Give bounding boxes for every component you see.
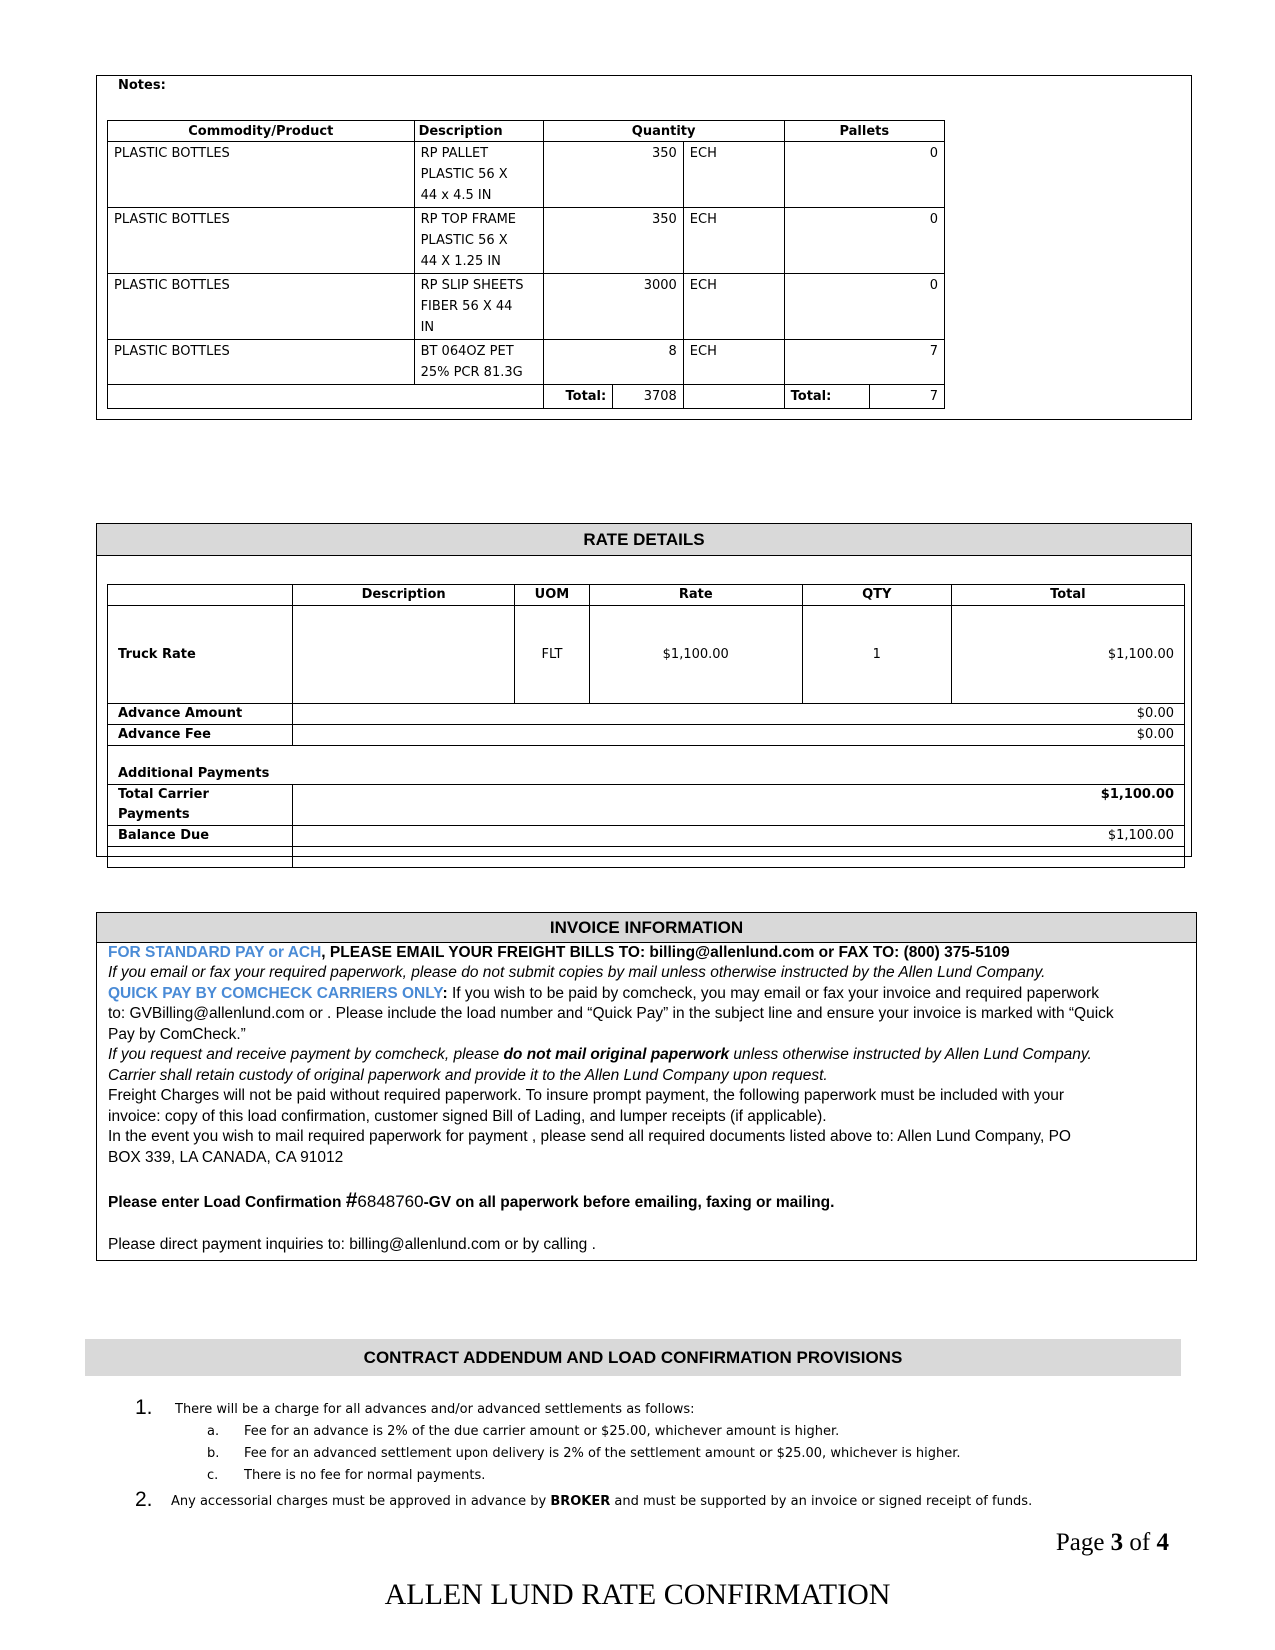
advance-amount-label: Advance Amount [108,704,293,725]
truck-rate-rate: $1,100.00 [589,606,802,704]
provision-number: 2. [135,1488,153,1511]
invoice-line-standard-pay: FOR STANDARD PAY or ACH, PLEASE EMAIL YOUR FREIGHT BILLS TO: billing@allenlund.com or FAX TO: (800) 375-5109 [108,944,1010,961]
advance-amount-row [108,704,1185,725]
pallets-cell: 0 [784,208,944,274]
rate-details-title: RATE DETAILS [97,524,1191,556]
truck-rate-uom: FLT [515,606,589,704]
provision-letter: a. [207,1424,220,1439]
provision-text: There will be a charge for all advances and/or advanced settlements as follows: [175,1402,695,1417]
additional-payments-row [108,746,1185,785]
additional-payments-label: Additional Payments [108,746,1185,785]
rate-header: Rate [589,585,802,606]
invoice-line: In the event you wish to mail required paperwork for payment , please send all required documents listed above to: Allen Lund Company, PO [108,1128,1071,1145]
balance-due-value: $1,100.00 [293,826,1185,847]
unit-cell: ECH [683,208,784,274]
description-cell: RP PALLET PLASTIC 56 X 44 x 4.5 IN [414,142,543,208]
invoice-title: INVOICE INFORMATION [97,913,1196,943]
notes-label: Notes: [118,78,166,93]
pallets-header: Pallets [784,121,944,142]
qty-header: QTY [802,585,951,606]
quantity-cell: 8 [543,340,683,385]
totals-row [108,385,945,409]
page-number: Page 3 of 4 [1055,1529,1169,1556]
truck-rate-total: $1,100.00 [951,606,1184,704]
provision-letter: b. [207,1446,220,1461]
pallets-cell: 0 [784,274,944,340]
invoice-line: Freight Charges will not be paid without required paperwork. To insure prompt payment, the following paperwork must be included with your [108,1087,1065,1104]
unit-cell: ECH [683,142,784,208]
advance-fee-label: Advance Fee [108,725,293,746]
qty-total-value: 3708 [613,385,684,409]
provision-subitem: Fee for an advance is 2% of the due carrier amount or $25.00, whichever amount is higher. [244,1424,840,1439]
pallets-cell: 7 [784,340,944,385]
advance-fee-row [108,725,1185,746]
load-confirmation-line: Please enter Load Confirmation #6848760-GV on all paperwork before emailing, faxing or mailing. [108,1189,835,1212]
quantity-cell: 350 [543,208,683,274]
document-footer-title: ALLEN LUND RATE CONFIRMATION [384,1578,891,1611]
description-cell: BT 064OZ PET 25% PCR 81.3G [414,340,543,385]
invoice-line: BOX 339, LA CANADA, CA 91012 [108,1149,344,1166]
advance-amount-value: $0.00 [293,704,1185,725]
provision-letter: c. [207,1468,219,1483]
table-header-row [108,121,945,142]
provision-number: 1. [135,1396,153,1419]
total-carrier-value: $1,100.00 [293,785,1185,826]
truck-rate-label: Truck Rate [108,606,293,704]
provision-subitem: Fee for an advanced settlement upon delivery is 2% of the settlement amount or $25.00, whichever is higher. [244,1446,961,1461]
invoice-line-quick-pay: QUICK PAY BY COMCHECK CARRIERS ONLY: If you wish to be paid by comcheck, you may email or fax your invoice and required paperwork [108,985,1099,1002]
description-cell: RP SLIP SHEETS FIBER 56 X 44 IN [414,274,543,340]
description-cell: RP TOP FRAME PLASTIC 56 X 44 X 1.25 IN [414,208,543,274]
load-confirmation-number: 6848760 [357,1192,424,1211]
commodity-cell: PLASTIC BOTTLES [108,340,415,385]
uom-header: UOM [515,585,589,606]
total-carrier-row [108,785,1185,826]
invoice-line: Pay by ComCheck.” [108,1026,246,1043]
invoice-line: Carrier shall retain custody of original paperwork and provide it to the Allen Lund Company upon request. [108,1067,828,1084]
rate-description-header: Description [293,585,515,606]
advance-fee-value: $0.00 [293,725,1185,746]
description-header: Description [414,121,543,142]
invoice-line: invoice: copy of this load confirmation, customer signed Bill of Lading, and lumper receipts (if applicable). [108,1108,827,1125]
rate-header-row [108,585,1185,606]
commodity-cell: PLASTIC BOTTLES [108,208,415,274]
unit-cell: ECH [683,340,784,385]
commodity-table [107,120,945,409]
empty-row [108,847,1185,868]
payment-inquiries-line: Please direct payment inquiries to: billing@allenlund.com or by calling . [108,1236,596,1253]
quantity-cell: 3000 [543,274,683,340]
commodity-cell: PLASTIC BOTTLES [108,142,415,208]
commodity-cell: PLASTIC BOTTLES [108,274,415,340]
pallets-cell: 0 [784,142,944,208]
truck-rate-qty: 1 [802,606,951,704]
quantity-cell: 350 [543,142,683,208]
truck-rate-description [293,606,515,704]
provision-subitem: There is no fee for normal payments. [244,1468,486,1483]
qty-total-label: Total: [543,385,613,409]
invoice-line: to: GVBilling@allenlund.com or . Please include the load number and “Quick Pay” in the subject line and ensure your invoice is marked with “Quick [108,1005,1114,1022]
contract-title: CONTRACT ADDENDUM AND LOAD CONFIRMATION PROVISIONS [85,1339,1181,1376]
pallets-total-value: 7 [870,385,945,409]
invoice-line: If you request and receive payment by comcheck, please do not mail original paperwork unless otherwise instructed by Allen Lund Company. [108,1046,1092,1063]
provision-text: Any accessorial charges must be approved in advance by BROKER and must be supported by an invoice or signed receipt of funds. [171,1494,1033,1509]
balance-due-row [108,826,1185,847]
total-carrier-label: Total Carrier Payments [108,785,293,826]
table-row [108,142,945,208]
total-header: Total [951,585,1184,606]
table-row [108,208,945,274]
commodity-header: Commodity/Product [108,121,415,142]
invoice-line: If you email or fax your required paperwork, please do not submit copies by mail unless otherwise instructed by the Allen Lund Company. [108,964,1046,981]
unit-cell: ECH [683,274,784,340]
rate-table [107,584,1185,868]
table-row [108,274,945,340]
truck-rate-row [108,606,1185,704]
pallets-total-label: Total: [784,385,870,409]
balance-due-label: Balance Due [108,826,293,847]
quantity-header: Quantity [543,121,784,142]
table-row [108,340,945,385]
